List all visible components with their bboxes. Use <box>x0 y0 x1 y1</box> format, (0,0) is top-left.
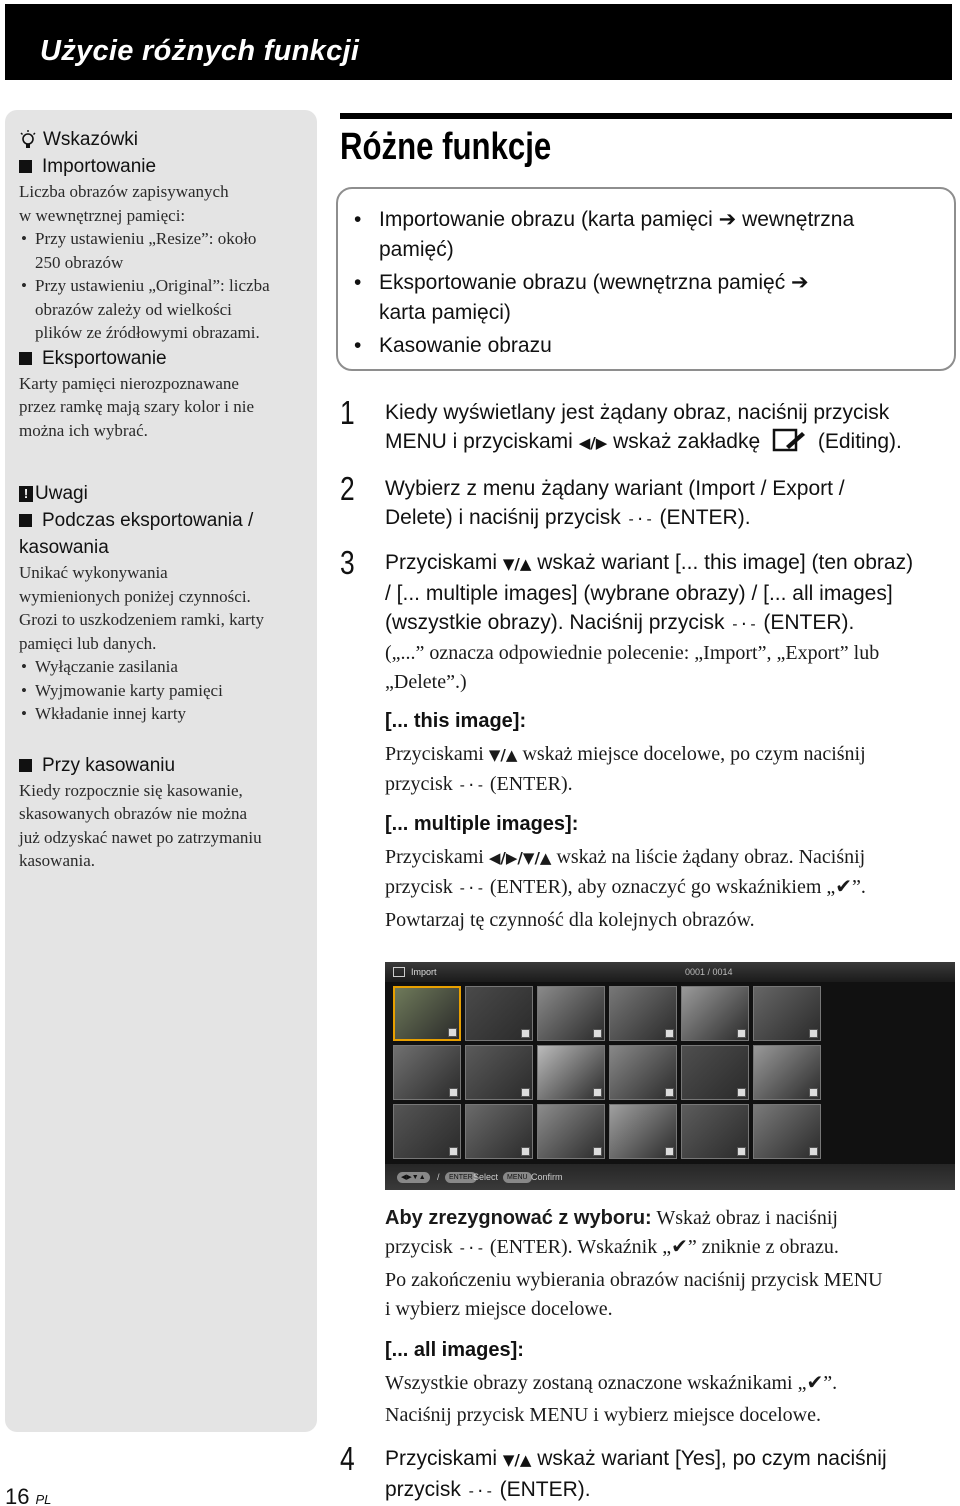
text-line: Wkładanie innej karty <box>35 704 187 723</box>
text-line: („...” oznacza odpowiednie polecenie: „Import”, „Export” lub <box>385 642 880 664</box>
enter-button-icon: -·- <box>457 1239 485 1257</box>
checkbox-icon[interactable] <box>521 1088 530 1097</box>
text-line: Wszystkie obrazy zostaną oznaczone wskaźnikami „✔”. <box>385 1372 838 1394</box>
text-line: Wybierz z menu żądany wariant (Import / Export / <box>385 477 845 500</box>
checkbox-icon[interactable] <box>593 1147 602 1156</box>
select-hint: Select <box>473 1172 499 1182</box>
text-line <box>385 1204 955 1233</box>
text-span: przycisk <box>385 876 453 898</box>
text-line <box>385 1233 955 1263</box>
thumbnail[interactable] <box>609 1045 677 1100</box>
cancel-block <box>340 1204 955 1430</box>
text-line: kasowania. <box>19 851 96 870</box>
text-line: wymienionych poniżej czynności. <box>19 586 251 606</box>
text-span: wskaż zakładkę <box>613 430 761 453</box>
checkbox-icon[interactable] <box>665 1147 674 1156</box>
thumbnail[interactable] <box>753 1045 821 1100</box>
text-span: (wszystkie obrazy). Naciśnij przycisk <box>385 611 725 634</box>
during-heading-cont: kasowania <box>19 537 109 558</box>
page-language: PL <box>35 1492 52 1506</box>
text-line <box>385 1444 955 1475</box>
text-line: skasowanych obrazów nie można <box>19 804 248 823</box>
list-item: • Kasowanie obrazu <box>354 331 942 361</box>
text-line: Kiedy wyświetlany jest żądany obraz, naciśnij przycisk <box>385 401 890 424</box>
checkbox-icon[interactable] <box>809 1147 818 1156</box>
enter-button-icon: -·- <box>466 1482 494 1500</box>
text-line <box>385 740 955 770</box>
down-up-arrows-icon: ▼/▲ <box>502 555 532 573</box>
thumbnail[interactable] <box>681 986 749 1041</box>
step-number: 2 <box>340 470 355 507</box>
left-right-arrows-icon: ◀/▶ <box>578 434 608 452</box>
enter-button-icon: -·- <box>626 510 654 528</box>
text-line: już odzyskać nawet po zatrzymaniu <box>19 827 262 847</box>
square-bullet-icon <box>19 160 32 173</box>
checkbox-icon[interactable] <box>665 1088 674 1097</box>
checkbox-icon[interactable] <box>521 1029 530 1038</box>
import-icon <box>393 967 405 977</box>
text-line: plików ze źródłowymi obrazami. <box>35 323 260 342</box>
text-span: (ENTER). <box>499 1478 591 1501</box>
checkbox-icon[interactable] <box>809 1088 818 1097</box>
text-span: MENU i przyciskami <box>385 430 573 453</box>
text-line: Grozi to uszkodzeniem ramki, karty <box>19 610 265 629</box>
all-images-heading: [... all images]: <box>385 1339 524 1361</box>
thumbnail[interactable] <box>465 1045 533 1100</box>
step-2 <box>340 470 955 534</box>
text-span: przycisk <box>385 1478 461 1501</box>
thumbnail[interactable] <box>537 1104 605 1159</box>
text-line: „Delete”.) <box>385 671 467 693</box>
sidebar-tips <box>5 110 317 1432</box>
text-span: Przyciskami <box>385 846 484 868</box>
delete-heading <box>19 752 303 779</box>
lightbulb-icon <box>19 129 37 151</box>
step-number: 1 <box>340 394 355 431</box>
thumbnail[interactable] <box>537 986 605 1041</box>
four-way-arrows-icon: ◀/▶/▼/▲ <box>488 849 552 867</box>
text-line: / [... multiple images] (wybrane obrazy) / [... all images] <box>385 582 893 605</box>
this-image-heading: [... this image]: <box>385 710 527 732</box>
step-number: 3 <box>340 544 355 581</box>
thumbnail[interactable] <box>753 1104 821 1159</box>
thumbnail[interactable] <box>465 1104 533 1159</box>
list-item: • Eksportowanie obrazu (wewnętrzna pamięć ➔ karta pamięci) <box>354 268 942 327</box>
page-title: Użycie różnych funkcji <box>40 35 360 67</box>
enter-button-icon: -·- <box>457 879 485 897</box>
text-line: pamięci lub danych. <box>19 633 157 653</box>
text-line: Unikać wykonywania <box>19 563 168 582</box>
step-number-spacer <box>340 1204 376 1430</box>
text-span: wskaż miejsce docelowe, po czym naciśnij <box>522 743 866 765</box>
thumbnail[interactable] <box>681 1045 749 1100</box>
text-span: przycisk <box>385 1236 453 1258</box>
import-screen-screenshot <box>385 962 955 1190</box>
text-span: wskaż wariant [... this image] (ten obraz) <box>537 551 914 574</box>
text-span: Wskaż obraz i naciśnij <box>656 1207 838 1229</box>
warning-icon: ! <box>19 486 33 502</box>
thumbnail-grid <box>393 986 821 1159</box>
checkbox-icon[interactable] <box>665 1029 674 1038</box>
text-span: (ENTER). Wskaźnik „✔” zniknie z obrazu. <box>489 1236 839 1258</box>
list-item: • Wyłączanie zasilania <box>19 655 303 679</box>
list-item: • Importowanie obrazu (karta pamięci ➔ wewnętrzna pamięć) <box>354 205 942 264</box>
text-span: (ENTER). <box>659 506 751 529</box>
screen-title: Import <box>411 967 437 977</box>
thumbnail[interactable] <box>393 1045 461 1100</box>
thumbnail[interactable] <box>537 1045 605 1100</box>
text-span: wskaż wariant [Yes], po czym naciśnij <box>537 1447 887 1470</box>
text-line <box>385 770 955 800</box>
delete-text <box>19 779 303 873</box>
screen-footer <box>385 1164 955 1190</box>
text-span: Delete) i naciśnij przycisk <box>385 506 621 529</box>
list-item: • Przy ustawieniu „Original”: liczba obrazów zależy od wielkości plików ze źródłowymi obrazami. <box>19 274 303 345</box>
image-counter: 0001 / 0014 <box>685 967 733 977</box>
text-line: Kiedy rozpocznie się kasowanie, <box>19 780 243 800</box>
text-line: Eksportowanie obrazu (wewnętrzna pamięć ➔ <box>379 271 809 294</box>
text-line <box>385 843 955 873</box>
import-title: Importowanie <box>42 156 157 177</box>
thumbnail[interactable] <box>465 986 533 1041</box>
text-line: Wyłączanie zasilania <box>35 657 178 676</box>
arrows-hint-icon: ◀▶▼▲ <box>397 1172 430 1183</box>
text-line: można ich wybrać. <box>19 420 148 440</box>
square-bullet-icon <box>19 352 32 365</box>
text-line: Powtarzaj tę czynność dla kolejnych obrazów. <box>385 909 755 931</box>
checkbox-icon[interactable] <box>593 1088 602 1097</box>
text-line: w wewnętrznej pamięci: <box>19 205 186 225</box>
text-line: obrazów zależy od wielkości <box>35 299 232 319</box>
text-line: Liczba obrazów zapisywanych <box>19 182 229 201</box>
text-span: wskaż na liście żądany obraz. Naciśnij <box>556 846 866 868</box>
list-item: • Przy ustawieniu „Resize”: około 250 obrazów <box>19 227 303 274</box>
text-span: Przyciskami <box>385 743 484 765</box>
list-item: • Wkładanie innej karty <box>19 702 303 726</box>
step-3 <box>340 544 955 935</box>
screen-titlebar <box>385 962 955 982</box>
text-line: przez ramkę mają szary kolor i nie <box>19 397 255 416</box>
tips-title: Wskazówki <box>43 129 139 150</box>
tips-heading <box>19 126 303 153</box>
down-up-arrows-icon: ▼/▲ <box>488 746 518 764</box>
enter-button-icon: -·- <box>730 615 758 633</box>
checkbox-icon[interactable] <box>593 1029 602 1038</box>
functions-box <box>336 187 956 371</box>
section-title: Różne funkcje <box>340 126 552 168</box>
checkbox-icon[interactable] <box>448 1028 457 1037</box>
notes-heading <box>19 480 303 507</box>
step-4 <box>340 1440 955 1506</box>
text-line: Przy ustawieniu „Original”: liczba <box>35 276 270 295</box>
checkbox-icon[interactable] <box>737 1147 746 1156</box>
export-heading <box>19 345 303 372</box>
export-text <box>19 372 303 443</box>
text-line <box>385 548 955 579</box>
checkbox-icon[interactable] <box>449 1147 458 1156</box>
text-span: (Editing). <box>817 430 902 453</box>
thumbnail[interactable] <box>609 986 677 1041</box>
text-line <box>385 608 955 639</box>
enter-hint: ENTER <box>445 1172 477 1183</box>
import-heading <box>19 153 303 180</box>
cancel-heading: Aby zrezygnować z wyboru: <box>385 1207 652 1229</box>
text-line: Kasowanie obrazu <box>379 334 552 357</box>
during-text <box>19 561 303 655</box>
text-span: przycisk <box>385 773 453 795</box>
text-line <box>385 1475 955 1506</box>
checkbox-icon[interactable] <box>737 1029 746 1038</box>
text-line: 250 obrazów <box>35 252 124 272</box>
checkbox-icon[interactable] <box>521 1147 530 1156</box>
text-span: (ENTER). <box>489 773 573 795</box>
enter-button-icon: -·- <box>457 776 485 794</box>
delete-title: Przy kasowaniu <box>42 754 176 776</box>
thumbnail[interactable] <box>393 1104 461 1159</box>
export-title: Eksportowanie <box>42 347 167 369</box>
text-line <box>385 873 955 903</box>
text-line: Podczas eksportowania / <box>42 510 254 531</box>
during-heading <box>19 507 303 534</box>
multiple-images-heading: [... multiple images]: <box>385 813 579 835</box>
section-rule <box>340 113 952 119</box>
notes-title: Uwagi <box>35 483 88 504</box>
down-up-arrows-icon: ▼/▲ <box>502 1451 532 1469</box>
text-span: Przyciskami <box>385 1447 498 1470</box>
text-line <box>385 427 955 458</box>
thumbnail[interactable] <box>681 1104 749 1159</box>
text-line: Wyjmowanie karty pamięci <box>35 680 223 700</box>
list-item: • Wyjmowanie karty pamięci <box>19 679 303 703</box>
text-line: Importowanie obrazu (karta pamięci ➔ wewnętrzna <box>379 208 855 231</box>
square-bullet-icon <box>19 514 32 527</box>
checkbox-icon[interactable] <box>737 1088 746 1097</box>
step-1 <box>340 394 955 458</box>
thumbnail[interactable] <box>609 1104 677 1159</box>
text-line: Przy ustawieniu „Resize”: około <box>35 229 257 248</box>
square-bullet-icon <box>19 759 32 772</box>
text-line: i wybierz miejsce docelowe. <box>385 1298 613 1320</box>
page-number <box>5 1484 51 1506</box>
import-intro <box>19 180 303 227</box>
page-number-value: 16 <box>5 1484 30 1506</box>
text-line: karta pamięci) <box>379 300 511 324</box>
menu-hint: MENU <box>503 1172 532 1183</box>
checkbox-icon[interactable] <box>809 1029 818 1038</box>
editing-tab-icon <box>772 428 806 452</box>
text-line: Karty pamięci nierozpoznawane <box>19 373 239 393</box>
text-line: Naciśnij przycisk MENU i wybierz miejsce docelowe. <box>385 1404 821 1426</box>
step-number: 4 <box>340 1440 355 1477</box>
thumbnail[interactable] <box>753 986 821 1041</box>
checkbox-icon[interactable] <box>449 1088 458 1097</box>
thumbnail[interactable] <box>393 986 461 1041</box>
text-line: pamięć) <box>379 237 454 261</box>
text-span: Przyciskami <box>385 551 498 574</box>
text-line: Po zakończeniu wybierania obrazów naciśnij przycisk MENU <box>385 1269 883 1291</box>
text-span: / <box>437 1172 440 1182</box>
text-span: (ENTER), aby oznaczyć go wskaźnikiem „✔”. <box>489 876 866 898</box>
text-span: (ENTER). <box>763 611 855 634</box>
confirm-hint: Confirm <box>531 1172 563 1182</box>
text-line <box>385 503 955 534</box>
